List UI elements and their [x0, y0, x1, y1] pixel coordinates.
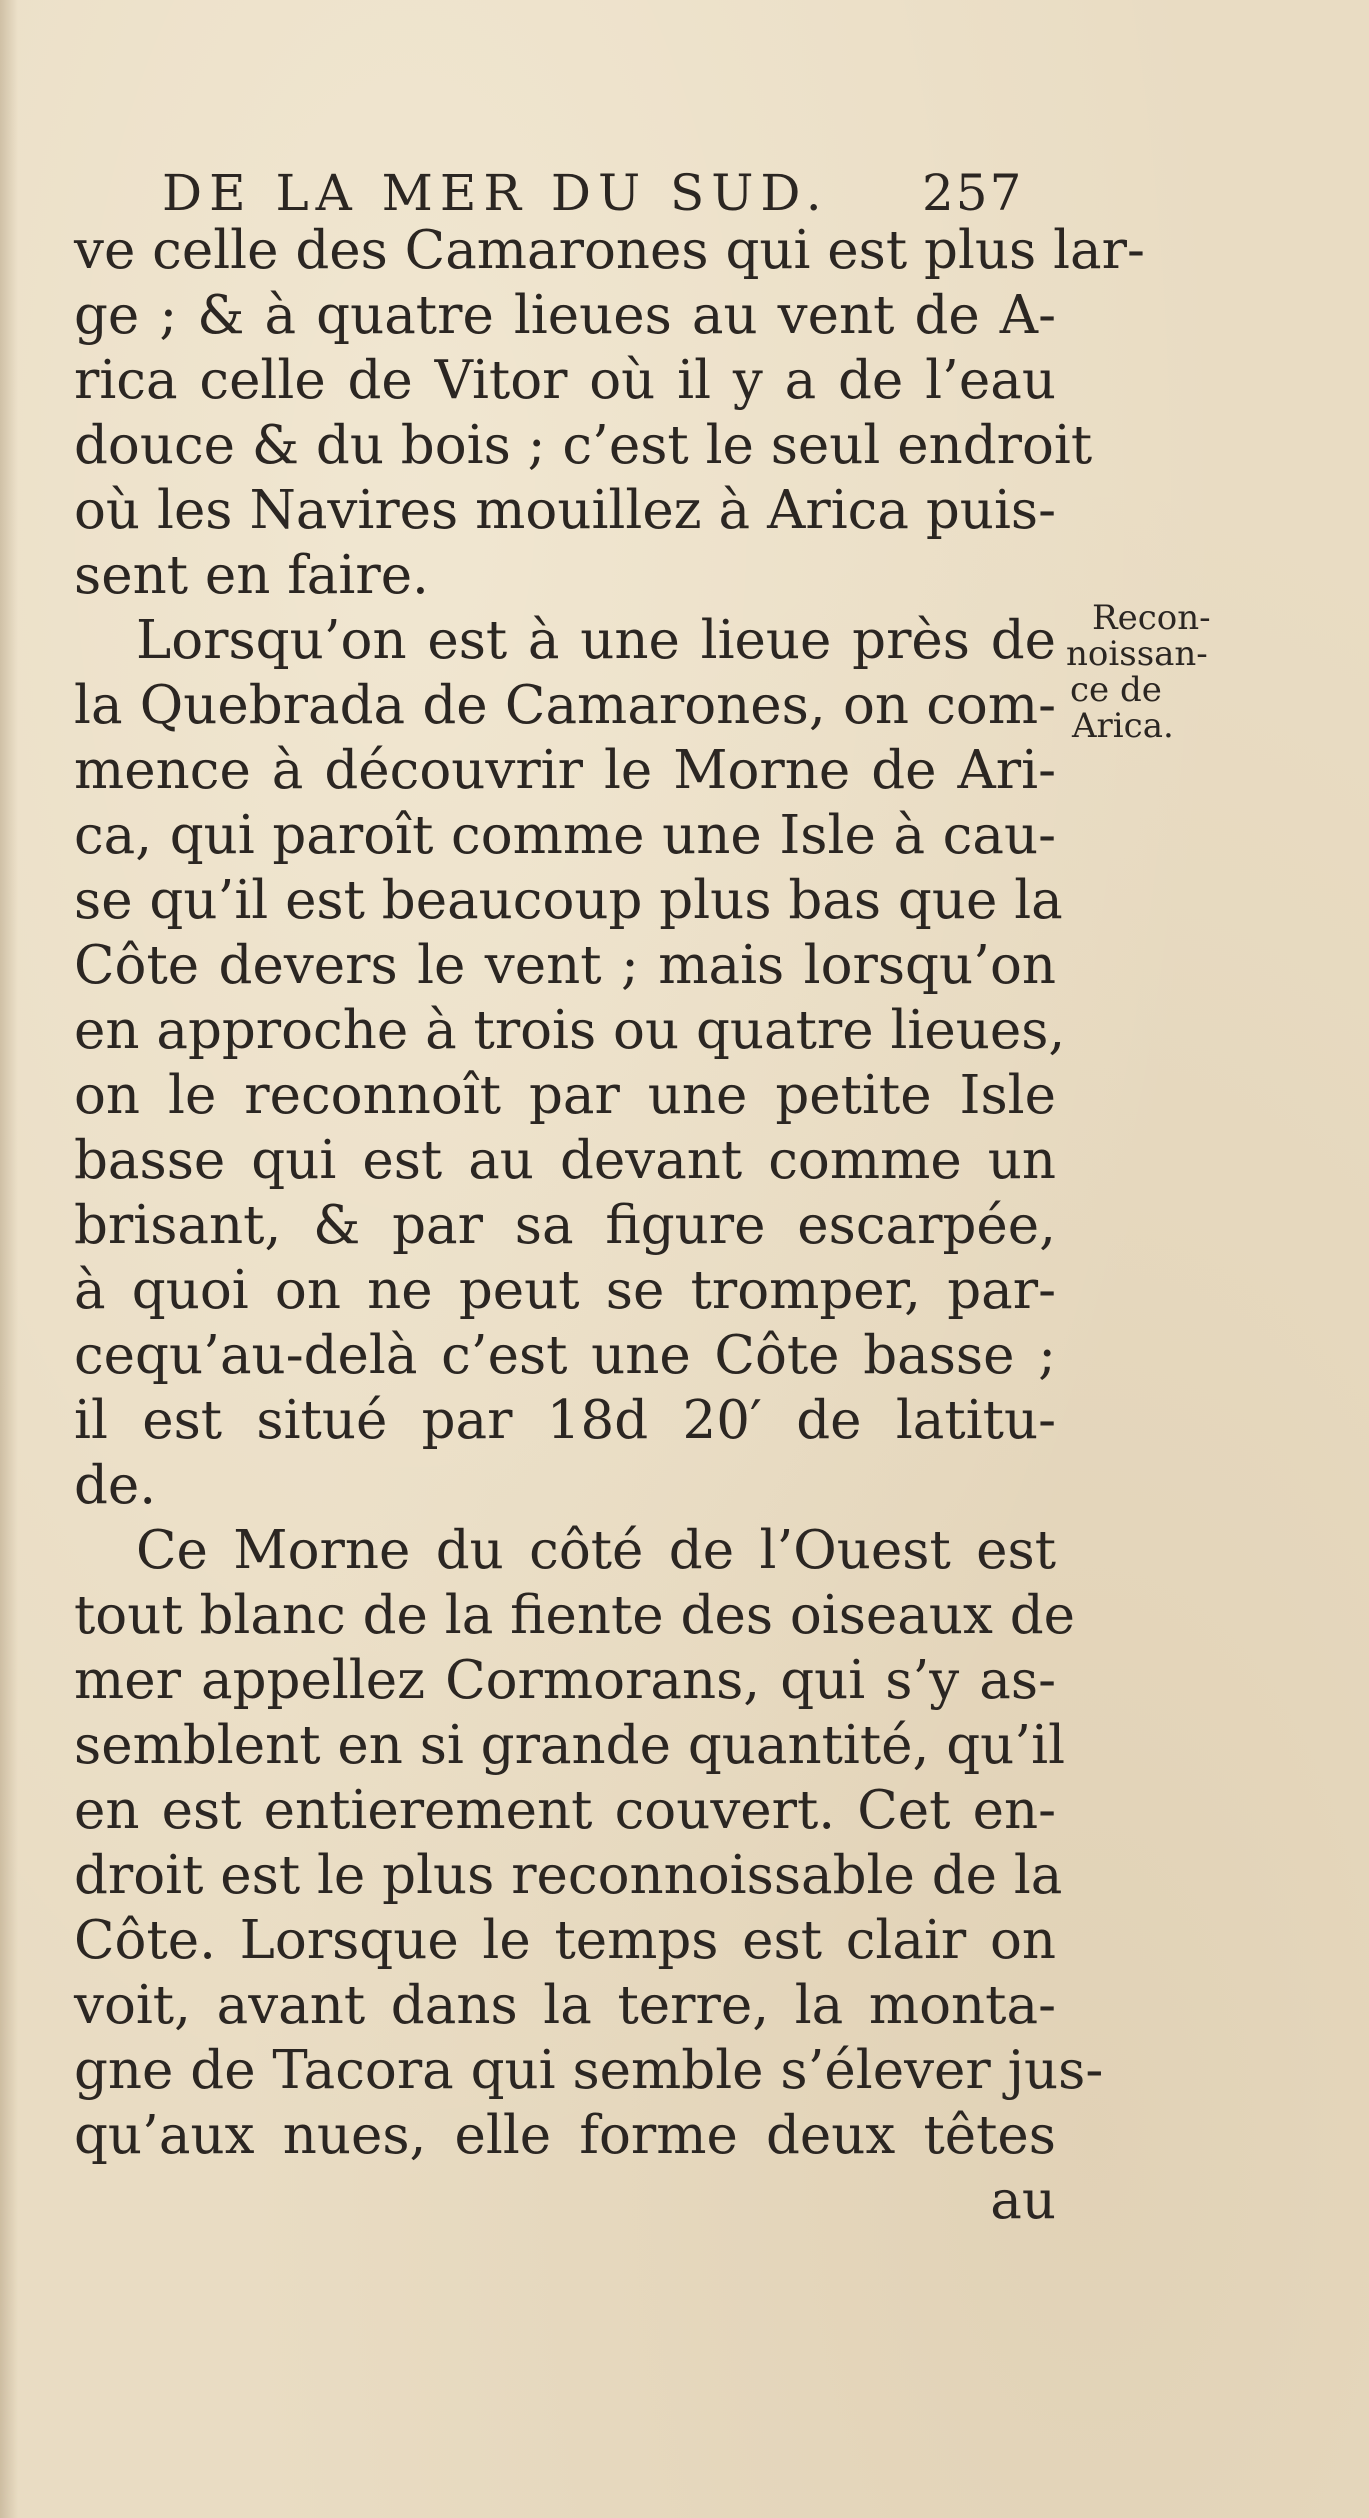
- text-line: rica celle de Vitor où il y a de l’eau: [74, 350, 1056, 411]
- text-line: qu’aux nues, elle forme deux têtes: [74, 2105, 1056, 2166]
- text-line: mence à découvrir le Morne de Ari-: [74, 740, 1056, 801]
- text-line: on le reconnoît par une petite Isle: [74, 1065, 1056, 1126]
- text-line: il est situé par 18d 20′ de latitu-: [74, 1390, 1056, 1451]
- text-line: Lorsqu’on est à une lieue près de: [136, 610, 1056, 671]
- page-number: 257: [922, 164, 1024, 222]
- text-line: voit, avant dans la terre, la monta-: [74, 1975, 1056, 2036]
- text-line: cequ’au-delà c’est une Côte basse ;: [74, 1325, 1056, 1386]
- text-line: où les Navires mouillez à Arica puis-: [74, 480, 1056, 541]
- margin-note-line: Arica.: [1072, 706, 1174, 746]
- text-line: de.: [74, 1455, 157, 1516]
- text-line: Côte. Lorsque le temps est clair on: [74, 1910, 1056, 1971]
- text-line: tout blanc de la fiente des oiseaux de: [74, 1585, 1076, 1646]
- page-edge-shadow: [0, 0, 18, 2518]
- text-line: Ce Morne du côté de l’Ouest est: [136, 1520, 1056, 1581]
- text-line: en approche à trois ou quatre lieues,: [74, 1000, 1066, 1061]
- text-line: droit est le plus reconnoissable de la: [74, 1845, 1063, 1906]
- text-line: ca, qui paroît comme une Isle à cau-: [74, 805, 1056, 866]
- text-line: mer appellez Cormorans, qui s’y as-: [74, 1650, 1056, 1711]
- text-line: gne de Tacora qui semble s’élever jus-: [74, 2040, 1104, 2101]
- text-line: douce & du bois ; c’est le seul endroit: [74, 415, 1093, 476]
- text-line: ve celle des Camarones qui est plus lar-: [74, 220, 1145, 281]
- margin-note-line: ce de: [1070, 670, 1162, 710]
- catchword: au: [990, 2170, 1056, 2231]
- text-line: ge ; & à quatre lieues au vent de A-: [74, 285, 1056, 346]
- margin-note: [1066, 600, 1226, 744]
- text-line: la Quebrada de Camarones, on com-: [74, 675, 1056, 736]
- margin-note-line: noissan-: [1066, 634, 1208, 674]
- text-line: à quoi on ne peut se tromper, par-: [74, 1260, 1056, 1321]
- text-line: brisant, & par sa figure escarpée,: [74, 1195, 1056, 1256]
- text-line: en est entierement couvert. Cet en-: [74, 1780, 1056, 1841]
- text-line: Côte devers le vent ; mais lorsqu’on: [74, 935, 1056, 996]
- margin-note-line: Recon-: [1092, 598, 1211, 638]
- text-line: basse qui est au devant comme un: [74, 1130, 1056, 1191]
- text-line: sent en faire.: [74, 545, 429, 606]
- text-line: semblent en si grande quantité, qu’il: [74, 1715, 1066, 1776]
- running-title: DE LA MER DU SUD.: [162, 164, 829, 222]
- text-line: se qu’il est beaucoup plus bas que la: [74, 870, 1063, 931]
